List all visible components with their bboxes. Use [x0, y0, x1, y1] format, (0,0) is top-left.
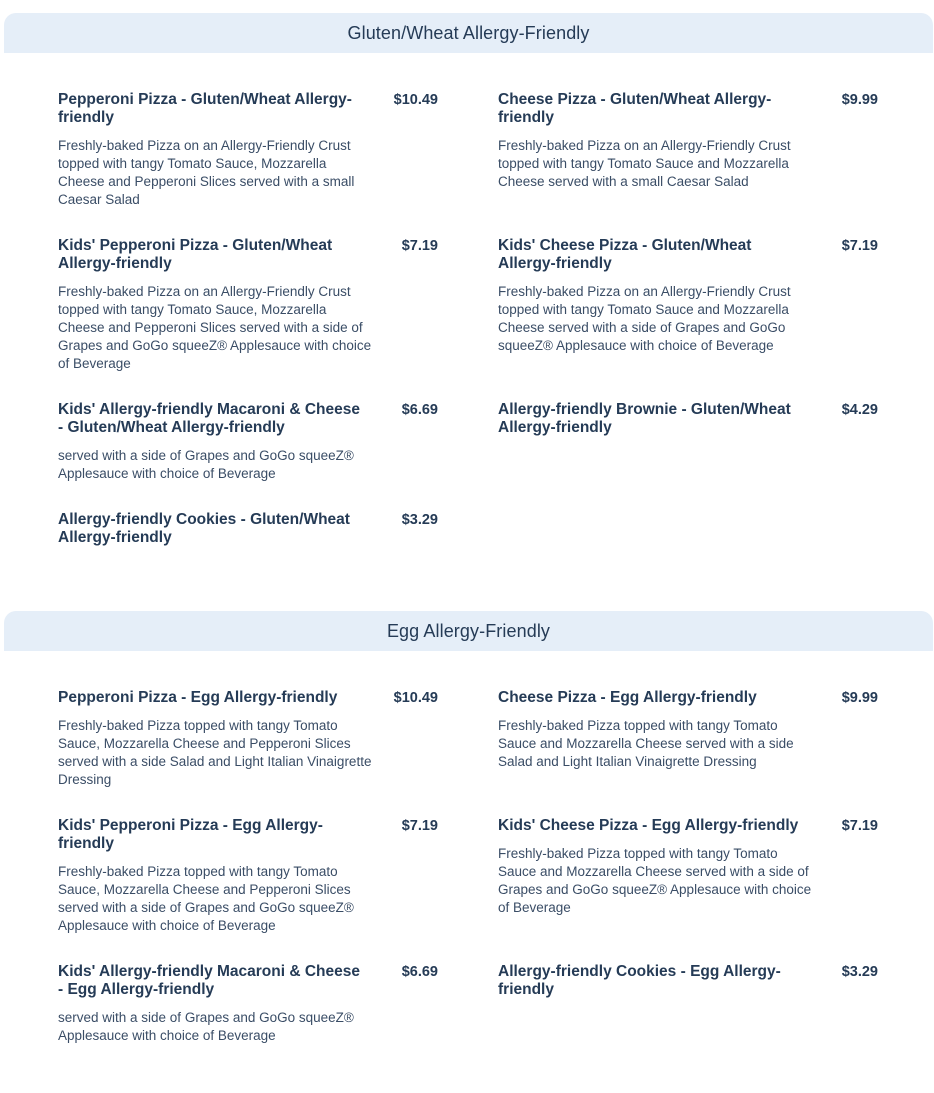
item-price: $9.99 — [841, 92, 878, 108]
menu-item[interactable] — [58, 91, 438, 209]
item-description: Freshly-baked Pizza topped with tangy Tomato Sauce, Mozzarella Cheese and Pepperoni Slices served with a side Salad and Light Italian Vinaigrette Dressing — [58, 718, 372, 787]
menu-item[interactable] — [498, 689, 878, 771]
menu-item[interactable] — [58, 237, 438, 373]
item-name: Kids' Pepperoni Pizza - Egg Allergy-friendly — [58, 817, 323, 852]
item-price: $3.29 — [841, 964, 878, 980]
menu-item[interactable] — [58, 511, 438, 547]
item-price: $7.19 — [841, 818, 878, 834]
item-name: Kids' Pepperoni Pizza - Gluten/Wheat Allergy-friendly — [58, 237, 333, 272]
item-name: Pepperoni Pizza - Gluten/Wheat Allergy-friendly — [58, 91, 352, 126]
item-price: $3.29 — [401, 512, 438, 528]
item-name: Kids' Cheese Pizza - Gluten/Wheat Allergy-friendly — [498, 237, 752, 272]
menu-item[interactable] — [58, 401, 438, 483]
menu-item[interactable] — [58, 963, 438, 1045]
item-description: Freshly-baked Pizza on an Allergy-Friendly Crust topped with tangy Tomato Sauce, Mozzarella Cheese and Pepperoni Slices served with a small Caesar Salad — [58, 138, 355, 207]
item-name: Allergy-friendly Cookies - Gluten/Wheat Allergy-friendly — [58, 511, 350, 546]
item-name: Kids' Cheese Pizza - Egg Allergy-friendly — [498, 817, 799, 834]
item-name: Pepperoni Pizza - Egg Allergy-friendly — [58, 689, 338, 706]
item-description: served with a side of Grapes and GoGo squeeZ® Applesauce with choice of Beverage — [58, 1010, 354, 1043]
item-price: $6.69 — [401, 964, 438, 980]
section-header-gluten-wheat: Gluten/Wheat Allergy-Friendly — [4, 13, 933, 53]
item-price: $10.49 — [393, 690, 438, 706]
menu-item[interactable] — [58, 817, 438, 935]
item-name: Kids' Allergy-friendly Macaroni & Cheese - Gluten/Wheat Allergy-friendly — [58, 401, 361, 436]
item-name: Kids' Allergy-friendly Macaroni & Cheese - Egg Allergy-friendly — [58, 963, 361, 998]
section-header-egg: Egg Allergy-Friendly — [4, 611, 933, 651]
item-description: Freshly-baked Pizza on an Allergy-Friendly Crust topped with tangy Tomato Sauce, Mozzarella Cheese and Pepperoni Slices served with a side of Grapes and GoGo squeeZ® Applesauce with choice of Beverage — [58, 284, 372, 371]
item-price: $7.19 — [401, 818, 438, 834]
item-description: served with a side of Grapes and GoGo squeeZ® Applesauce with choice of Beverage — [58, 448, 354, 481]
item-price: $7.19 — [401, 238, 438, 254]
item-name: Cheese Pizza - Gluten/Wheat Allergy-friendly — [498, 91, 772, 126]
menu-item[interactable] — [498, 963, 878, 999]
item-price: $6.69 — [401, 402, 438, 418]
item-description: Freshly-baked Pizza on an Allergy-Friendly Crust topped with tangy Tomato Sauce and Mozzarella Cheese served with a small Caesar Salad — [498, 138, 791, 189]
menu-item[interactable] — [498, 401, 878, 437]
menu-item[interactable] — [498, 237, 878, 355]
menu-item[interactable] — [498, 91, 878, 191]
item-price: $9.99 — [841, 690, 878, 706]
item-price: $4.29 — [841, 402, 878, 418]
item-description: Freshly-baked Pizza topped with tangy Tomato Sauce and Mozzarella Cheese served with a side of Grapes and GoGo squeeZ® Applesauce with choice of Beverage — [498, 846, 812, 915]
item-description: Freshly-baked Pizza topped with tangy Tomato Sauce, Mozzarella Cheese and Pepperoni Slices served with a side of Grapes and GoGo squeeZ® Applesauce with choice of Beverage — [58, 864, 354, 933]
item-description: Freshly-baked Pizza topped with tangy Tomato Sauce and Mozzarella Cheese served with a side Salad and Light Italian Vinaigrette Dressing — [498, 718, 794, 769]
menu-item[interactable] — [58, 689, 438, 789]
item-price: $7.19 — [841, 238, 878, 254]
menu-item[interactable] — [498, 817, 878, 917]
item-name: Allergy-friendly Cookies - Egg Allergy-friendly — [498, 963, 781, 998]
item-name: Cheese Pizza - Egg Allergy-friendly — [498, 689, 757, 706]
item-description: Freshly-baked Pizza on an Allergy-Friendly Crust topped with tangy Tomato Sauce and Mozzarella Cheese served with a side of Grapes and GoGo squeeZ® Applesauce with choice of Beverage — [498, 284, 791, 353]
item-name: Allergy-friendly Brownie - Gluten/Wheat Allergy-friendly — [498, 401, 791, 436]
item-price: $10.49 — [393, 92, 438, 108]
